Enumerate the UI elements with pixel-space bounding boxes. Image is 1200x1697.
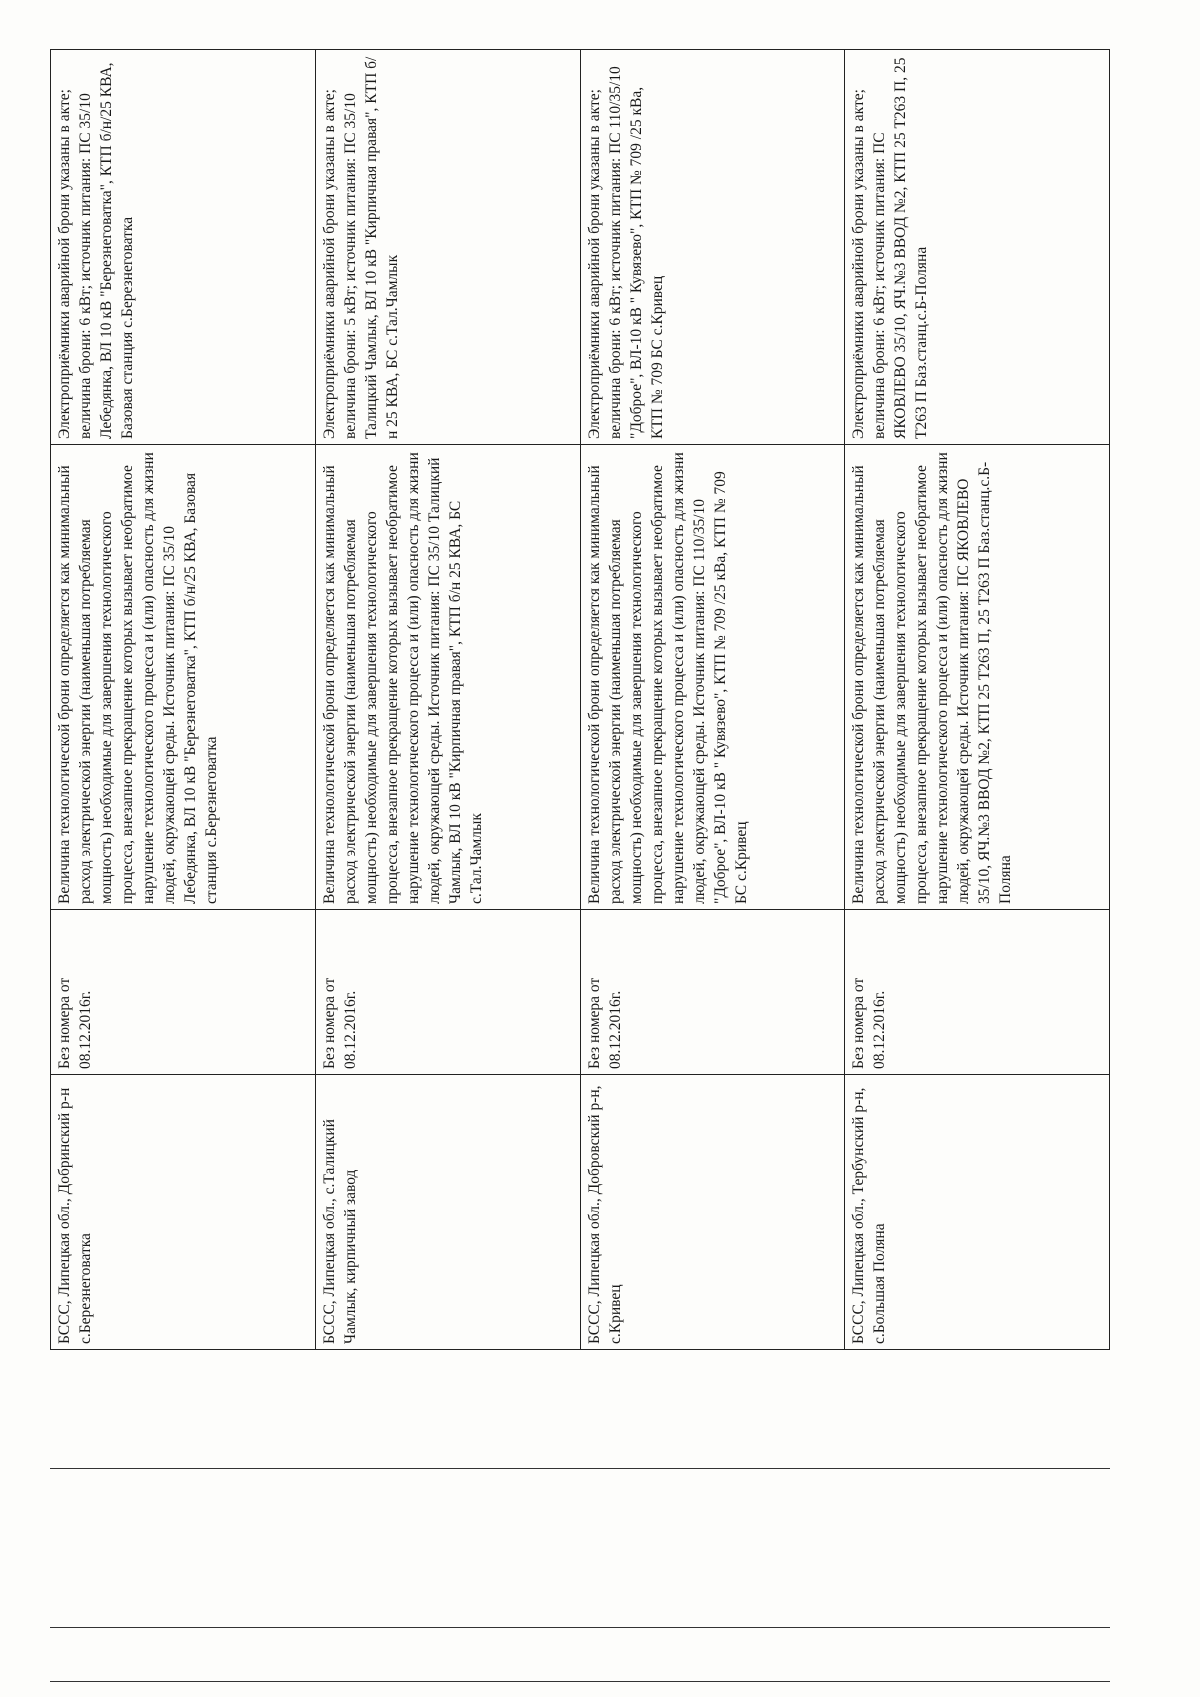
table-row <box>845 50 1110 1350</box>
blank-rule-line <box>50 1468 1110 1469</box>
technological-reserve-cell: Величина технологической брони определяется как минимальный расход электрической энергии (наименьшая потребляемая мощность) необходимые для завершения технологического процесса, внезапное прекращение которых вызывает необратимое нарушение технологического процесса и (или) опасность для жизни людей, окружающей среды. Источник питания: ПС ЯКОВЛЕВО 35/10, ЯЧ.№3 ВВОД №2, КТП 25 Т263 П, 25 Т263 П Баз.станц.с.Б-Поляна <box>845 445 1110 910</box>
technological-reserve-cell: Величина технологической брони определяется как минимальный расход электрической энергии (наименьшая потребляемая мощность) необходимые для завершения технологического процесса, внезапное прекращение которых вызывает необратимое нарушение технологического процесса и (или) опасность для жизни людей, окружающей среды. Источник питания: ПС 35/10 Лебедянка, ВЛ 10 кВ "Березнеговатка", КТП б/н/25 КВА, Базовая станция с.Березнеговатка <box>51 445 316 910</box>
act-date-cell: Без номера от 08.12.2016г. <box>51 910 316 1075</box>
location-cell: БССС, Липецкая обл., Добринский р-н с.Березнеговатка <box>51 1075 316 1350</box>
emergency-reserve-cell: Электроприёмники аварийной брони указаны в акте; величина брони: 6 кВт; источник питания: ПС ЯКОВЛЕВО 35/10, ЯЧ.№3 ВВОД №2, КТП 25 Т263 П, 25 Т263 П Баз.станц.с.Б-Поляна <box>845 50 1110 445</box>
emergency-reserve-cell: Электроприёмники аварийной брони указаны в акте; величина брони: 6 кВт; источник питания: ПС 110/35/10 "Доброе", ВЛ-10 кВ " Кувязево", КТП № 709 /25 кВа, КТП № 709 БС с.Кривец <box>580 50 845 445</box>
act-date-cell: Без номера от 08.12.2016г. <box>315 910 580 1075</box>
location-cell: БССС, Липецкая обл., Добровский р-н, с.Кривец <box>580 1075 845 1350</box>
table-row <box>580 50 845 1350</box>
rotated-table-wrapper <box>50 50 1110 1350</box>
act-date-cell: Без номера от 08.12.2016г. <box>845 910 1110 1075</box>
location-cell: БССС, Липецкая обл., Тербунский р-н, с.Большая Поляна <box>845 1075 1110 1350</box>
table-row <box>51 50 316 1350</box>
power-reserve-table <box>50 49 1110 1350</box>
blank-rule-line <box>50 1681 1110 1682</box>
technological-reserve-cell: Величина технологической брони определяется как минимальный расход электрической энергии (наименьшая потребляемая мощность) необходимые для завершения технологического процесса, внезапное прекращение которых вызывает необратимое нарушение технологического процесса и (или) опасность для жизни людей, окружающей среды. Источник питания: ПС 35/10 Талицкий Чамлык, ВЛ 10 кВ "Кирпичная правая", КТП б/н 25 КВА, БС с.Тал.Чамлык <box>315 445 580 910</box>
table-row <box>315 50 580 1350</box>
location-cell: БССС, Липецкая обл., с.Талицкий Чамлык, кирпичный завод <box>315 1075 580 1350</box>
emergency-reserve-cell: Электроприёмники аварийной брони указаны в акте; величина брони: 6 кВт; источник питания: ПС 35/10 Лебедянка, ВЛ 10 кВ "Березнеговатка", КТП б/н/25 КВА, Базовая станция с.Березнеговатка <box>51 50 316 445</box>
blank-rule-line <box>50 1627 1110 1628</box>
act-date-cell: Без номера от 08.12.2016г. <box>580 910 845 1075</box>
emergency-reserve-cell: Электроприёмники аварийной брони указаны в акте; величина брони: 5 кВт; источник питания: ПС 35/10 Талицкий Чамлык, ВЛ 10 кВ "Кирпичная правая", КТП б/н 25 КВА, БС с.Тал.Чамлык <box>315 50 580 445</box>
technological-reserve-cell: Величина технологической брони определяется как минимальный расход электрической энергии (наименьшая потребляемая мощность) необходимые для завершения технологического процесса, внезапное прекращение которых вызывает необратимое нарушение технологического процесса и (или) опасность для жизни людей, окружающей среды. Источник питания: ПС 110/35/10 "Доброе", ВЛ-10 кВ " Кувязево", КТП № 709 /25 кВа, КТП № 709 БС с.Кривец <box>580 445 845 910</box>
